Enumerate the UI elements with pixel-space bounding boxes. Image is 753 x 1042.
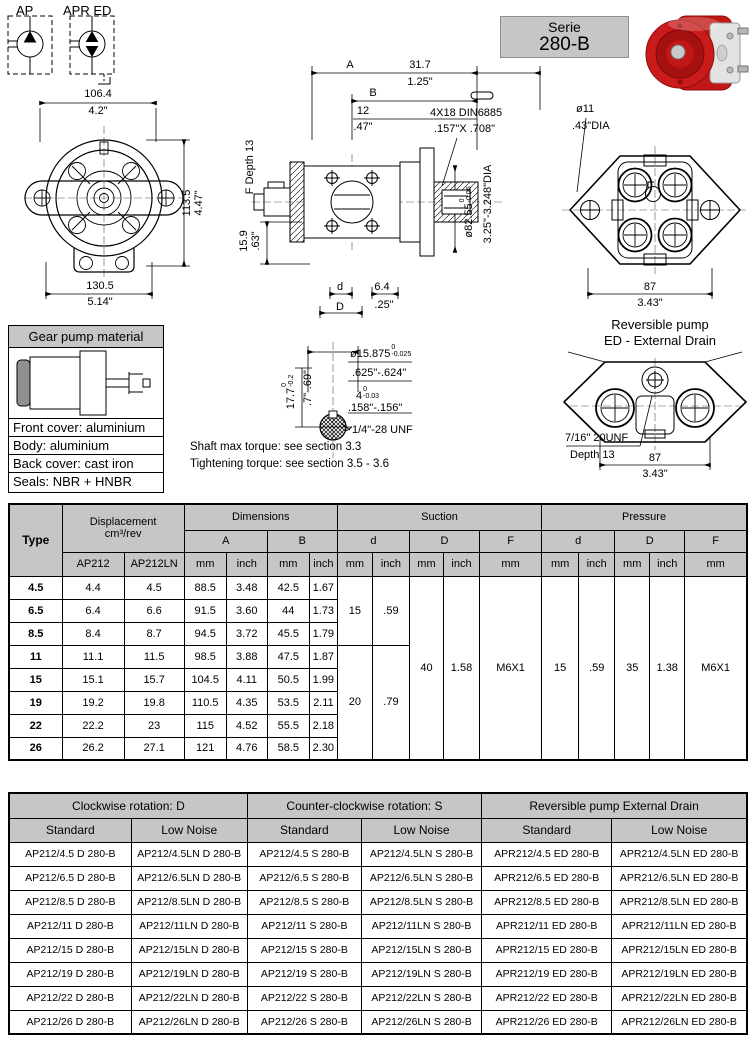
- unit-header: inch: [309, 552, 337, 576]
- cell-model-code: AP212/19LN S 280-B: [361, 962, 481, 986]
- cell: 1.87: [309, 645, 337, 668]
- cell: 22.2: [62, 714, 124, 737]
- side-dim-47: .47": [353, 121, 373, 133]
- cell-model-code: AP212/22 S 280-B: [247, 986, 361, 1010]
- col-header-pressure-d: d: [542, 530, 615, 552]
- model-codes-table: [8, 792, 748, 1035]
- cell-suction-D-inch: 1.58: [443, 576, 479, 760]
- front-base-in: 5.14": [87, 296, 113, 308]
- cell-model-code: AP212/8.5 S 280-B: [247, 890, 361, 914]
- side-dim-317: 31.7: [409, 59, 431, 71]
- cell-pressure-D-mm: 35: [615, 576, 650, 760]
- unit-header: mm: [337, 552, 372, 576]
- table-row: [9, 576, 747, 599]
- group-header-counter-clockwise: Counter-clockwise rotation: S: [247, 793, 481, 818]
- cell-model-code: AP212/26 D 280-B: [9, 1010, 131, 1034]
- rear-pilot-dia: ø11: [576, 103, 595, 115]
- cell-model-code: AP212/4.5LN D 280-B: [131, 842, 247, 866]
- unit-header: inch: [443, 552, 479, 576]
- reversible-title-line1: Reversible pump: [611, 317, 709, 332]
- group-header-reversible: Reversible pump External Drain: [482, 793, 747, 818]
- col-header-ap212ln: AP212LN: [124, 552, 184, 576]
- cell-model-code: AP212/8.5 D 280-B: [9, 890, 131, 914]
- table-row: [9, 914, 747, 938]
- shaft-length-in: .7"-.69": [302, 370, 314, 406]
- shaft-key-width: 4 0 -0.03: [356, 386, 380, 402]
- reversible-width-mm: 87: [648, 452, 662, 464]
- side-key-spec: 4X18 DIN6885: [430, 107, 503, 119]
- cell-model-code: APR212/11 ED 280-B: [482, 914, 612, 938]
- cell: 6.6: [124, 599, 184, 622]
- rear-width-mm: 87: [643, 281, 657, 293]
- cell: 4.4: [62, 576, 124, 599]
- cell: 115: [184, 714, 226, 737]
- col-header-suction: Suction: [337, 504, 541, 530]
- apred-symbol-icon: [66, 14, 122, 90]
- unit-header: mm: [184, 552, 226, 576]
- col-header-suction-d: d: [337, 530, 409, 552]
- cell-model-code: AP212/6.5 D 280-B: [9, 866, 131, 890]
- material-box-title: Gear pump material: [9, 326, 163, 348]
- cell: 4.52: [226, 714, 267, 737]
- series-number: 280-B: [539, 34, 590, 55]
- cell-model-code: AP212/11LN S 280-B: [361, 914, 481, 938]
- cell-pressure-D-inch: 1.38: [650, 576, 685, 760]
- cell-model-code: APR212/15 ED 280-B: [482, 938, 612, 962]
- cell: 47.5: [267, 645, 309, 668]
- unit-header: inch: [579, 552, 615, 576]
- cell-model-code: AP212/6.5 S 280-B: [247, 866, 361, 890]
- side-dim-d: d: [336, 281, 344, 293]
- header-row-units: [9, 552, 747, 576]
- cell: 45.5: [267, 622, 309, 645]
- material-box-drawing: [9, 348, 163, 419]
- col-header-dimensions: Dimensions: [184, 504, 337, 530]
- side-flange-dia: ø82.55 0 -0.06: [459, 186, 475, 238]
- cell: 121: [184, 737, 226, 760]
- side-dim-64: 6.4: [374, 281, 390, 293]
- shaft-length-dim: 17.7 0 -0.2: [281, 374, 297, 410]
- cell-model-code: AP212/8.5LN D 280-B: [131, 890, 247, 914]
- col-header-pressure-f: F: [685, 530, 747, 552]
- rear-pilot-dia-in: .43"DIA: [572, 120, 610, 132]
- cell: 1.79: [309, 622, 337, 645]
- side-f-depth-label: F Depth 13: [244, 139, 256, 195]
- cell-model-code: APR212/8.5LN ED 280-B: [612, 890, 747, 914]
- cell-suction-d-mm-group1: 15: [337, 576, 372, 645]
- cell-suction-d-inch-group1: .59: [372, 576, 409, 645]
- cell-model-code: APR212/26 ED 280-B: [482, 1010, 612, 1034]
- col-header-suction-f: F: [480, 530, 542, 552]
- cell: 23: [124, 714, 184, 737]
- cell-pressure-f: M6X1: [685, 576, 747, 760]
- table-row: [9, 938, 747, 962]
- sub-header-standard: Standard: [9, 818, 131, 842]
- front-width-in: 4.2": [88, 105, 108, 117]
- cell-suction-f: M6X1: [480, 576, 542, 760]
- cell: 4.76: [226, 737, 267, 760]
- front-height-dim: 113.5 4.47": [181, 189, 205, 217]
- key-icon: [470, 90, 496, 102]
- cell: 1.73: [309, 599, 337, 622]
- side-key-spec-in: .157"X .708": [434, 123, 496, 135]
- cell-model-code: AP212/6.5LN D 280-B: [131, 866, 247, 890]
- cell: 19.8: [124, 691, 184, 714]
- material-box: [8, 325, 164, 493]
- col-header-displacement: Displacement cm³/rev: [62, 504, 184, 552]
- sub-header-low-noise: Low Noise: [612, 818, 747, 842]
- unit-header: mm: [615, 552, 650, 576]
- note-shaft-torque: Shaft max torque: see section 3.3: [190, 441, 362, 453]
- col-header-type: Type: [9, 504, 62, 576]
- cell-type: 15: [9, 668, 62, 691]
- cell-model-code: AP212/4.5 S 280-B: [247, 842, 361, 866]
- cell: 26.2: [62, 737, 124, 760]
- cell-model-code: AP212/19 S 280-B: [247, 962, 361, 986]
- material-row-front-cover: Front cover: aluminium: [9, 419, 163, 437]
- col-header-a: A: [184, 530, 267, 552]
- cell: 91.5: [184, 599, 226, 622]
- cell: 1.67: [309, 576, 337, 599]
- table-row: [9, 842, 747, 866]
- cell-model-code: APR212/4.5LN ED 280-B: [612, 842, 747, 866]
- shaft-dia-in: .625"-.624": [352, 367, 407, 379]
- cell-model-code: AP212/26LN S 280-B: [361, 1010, 481, 1034]
- model-header-subs: [9, 818, 747, 842]
- cell-model-code: AP212/19LN D 280-B: [131, 962, 247, 986]
- cell-model-code: AP212/19 D 280-B: [9, 962, 131, 986]
- front-width-mm: 106.4: [84, 88, 112, 100]
- cell-suction-d-inch-group2: .79: [372, 645, 409, 760]
- apred-symbol-label: APR ED: [63, 3, 112, 18]
- cell-type: 19: [9, 691, 62, 714]
- cell: 58.5: [267, 737, 309, 760]
- cell-type: 6.5: [9, 599, 62, 622]
- cell: 4.5: [124, 576, 184, 599]
- unit-header: mm: [542, 552, 579, 576]
- reversible-title-line2: ED - External Drain: [604, 333, 716, 348]
- table-row: [9, 962, 747, 986]
- series-badge: [500, 16, 629, 58]
- cell: 4.11: [226, 668, 267, 691]
- cell: 8.7: [124, 622, 184, 645]
- cell: 42.5: [267, 576, 309, 599]
- cell-model-code: AP212/4.5 D 280-B: [9, 842, 131, 866]
- unit-header: mm: [480, 552, 542, 576]
- table-row: [9, 890, 747, 914]
- cell: 55.5: [267, 714, 309, 737]
- cell: 2.11: [309, 691, 337, 714]
- cell: 94.5: [184, 622, 226, 645]
- cell-model-code: AP212/22LN S 280-B: [361, 986, 481, 1010]
- sub-header-standard: Standard: [482, 818, 612, 842]
- rear-view-drawing: [558, 128, 752, 286]
- cell-model-code: APR212/15LN ED 280-B: [612, 938, 747, 962]
- table-row: [9, 986, 747, 1010]
- cell: 2.18: [309, 714, 337, 737]
- cell: 3.72: [226, 622, 267, 645]
- sub-header-low-noise: Low Noise: [361, 818, 481, 842]
- cell: 15.7: [124, 668, 184, 691]
- col-header-pressure: Pressure: [542, 504, 747, 530]
- cell: 44: [267, 599, 309, 622]
- reversible-depth: Depth 13: [570, 449, 615, 461]
- cell-model-code: APR212/19 ED 280-B: [482, 962, 612, 986]
- side-dim-b: B: [369, 87, 377, 99]
- specs-table: [8, 503, 748, 761]
- sub-header-standard: Standard: [247, 818, 361, 842]
- group-header-clockwise: Clockwise rotation: D: [9, 793, 247, 818]
- cell: 98.5: [184, 645, 226, 668]
- unit-header: inch: [372, 552, 409, 576]
- cell-model-code: AP212/22LN D 280-B: [131, 986, 247, 1010]
- material-row-back-cover: Back cover: cast iron: [9, 455, 163, 473]
- cell: 53.5: [267, 691, 309, 714]
- cell-model-code: APR212/8.5 ED 280-B: [482, 890, 612, 914]
- sub-header-low-noise: Low Noise: [131, 818, 247, 842]
- unit-header: mm: [267, 552, 309, 576]
- reversible-thread: 7/16" 20UNF: [565, 432, 629, 444]
- cell: 6.4: [62, 599, 124, 622]
- col-header-suction-D: D: [409, 530, 479, 552]
- ap-symbol-label: AP: [16, 3, 34, 18]
- cell-type: 11: [9, 645, 62, 668]
- cell-model-code: AP212/26 S 280-B: [247, 1010, 361, 1034]
- rear-width-in: 3.43": [637, 297, 663, 309]
- cell-model-code: AP212/4.5LN S 280-B: [361, 842, 481, 866]
- col-header-b: B: [267, 530, 337, 552]
- cell-model-code: APR212/22LN ED 280-B: [612, 986, 747, 1010]
- cell-model-code: AP212/15 S 280-B: [247, 938, 361, 962]
- cell: 50.5: [267, 668, 309, 691]
- cell-model-code: AP212/11 S 280-B: [247, 914, 361, 938]
- side-dim-125: 1.25": [407, 76, 433, 88]
- cell-type: 22: [9, 714, 62, 737]
- cell: 11.5: [124, 645, 184, 668]
- cell-model-code: AP212/15LN S 280-B: [361, 938, 481, 962]
- cell-model-code: APR212/26LN ED 280-B: [612, 1010, 747, 1034]
- header-row-groups: [9, 504, 747, 530]
- cell: 19.2: [62, 691, 124, 714]
- cell-suction-d-mm-group2: 20: [337, 645, 372, 760]
- cell: 104.5: [184, 668, 226, 691]
- shaft-thread: 1/4"-28 UNF: [352, 424, 413, 436]
- side-dim-a: A: [346, 59, 354, 71]
- front-base-mm: 130.5: [86, 280, 114, 292]
- cell: 3.60: [226, 599, 267, 622]
- cell-model-code: APR212/4.5 ED 280-B: [482, 842, 612, 866]
- cell: 3.88: [226, 645, 267, 668]
- material-row-body: Body: aluminium: [9, 437, 163, 455]
- unit-header: inch: [226, 552, 267, 576]
- cell-model-code: AP212/15 D 280-B: [9, 938, 131, 962]
- cell-type: 4.5: [9, 576, 62, 599]
- series-label: Serie: [548, 19, 581, 35]
- cell: 1.99: [309, 668, 337, 691]
- cell-model-code: AP212/26LN D 280-B: [131, 1010, 247, 1034]
- side-dim-D: D: [336, 301, 344, 313]
- side-dim-25: .25": [374, 299, 394, 311]
- unit-header: inch: [650, 552, 685, 576]
- cell: 3.48: [226, 576, 267, 599]
- cell: 110.5: [184, 691, 226, 714]
- cell: 2.30: [309, 737, 337, 760]
- cell-model-code: APR212/6.5LN ED 280-B: [612, 866, 747, 890]
- cell-suction-D-mm: 40: [409, 576, 443, 760]
- cell-model-code: AP212/11 D 280-B: [9, 914, 131, 938]
- cell-model-code: AP212/8.5LN S 280-B: [361, 890, 481, 914]
- table-row: [9, 1010, 747, 1034]
- col-header-pressure-D: D: [615, 530, 685, 552]
- cell-type: 26: [9, 737, 62, 760]
- cell: 11.1: [62, 645, 124, 668]
- cell: 88.5: [184, 576, 226, 599]
- model-header-groups: [9, 793, 747, 818]
- front-view-drawing: [22, 120, 186, 284]
- cell-pressure-d-inch: .59: [579, 576, 615, 760]
- shaft-key-in: .158"-.156": [348, 402, 403, 414]
- ap-symbol-icon: [6, 14, 58, 80]
- cell-model-code: APR212/19LN ED 280-B: [612, 962, 747, 986]
- pump-product-photo: [642, 10, 752, 98]
- cell: 8.4: [62, 622, 124, 645]
- cell: 15.1: [62, 668, 124, 691]
- cell-model-code: APR212/11LN ED 280-B: [612, 914, 747, 938]
- cell-model-code: AP212/15LN D 280-B: [131, 938, 247, 962]
- cell-model-code: APR212/6.5 ED 280-B: [482, 866, 612, 890]
- shaft-dia: ø15.875 0 -0.025: [350, 344, 412, 360]
- reversible-width-in: 3.43": [642, 468, 668, 480]
- cell-model-code: AP212/22 D 280-B: [9, 986, 131, 1010]
- unit-header: mm: [409, 552, 443, 576]
- material-row-seals: Seals: NBR + HNBR: [13, 474, 132, 489]
- note-tightening-torque: Tightening torque: see section 3.5 - 3.6: [190, 458, 390, 470]
- col-header-ap212: AP212: [62, 552, 124, 576]
- unit-header: mm: [685, 552, 747, 576]
- cell: 4.35: [226, 691, 267, 714]
- side-dim-159: 15.9 .63": [238, 230, 262, 252]
- cell-model-code: AP212/6.5LN S 280-B: [361, 866, 481, 890]
- cell: 27.1: [124, 737, 184, 760]
- cell-type: 8.5: [9, 622, 62, 645]
- table-row: [9, 866, 747, 890]
- side-flange-dia-in: 3.25"-3.248"DIA: [482, 164, 494, 244]
- side-dim-12: 12: [356, 105, 370, 117]
- cell-pressure-d-mm: 15: [542, 576, 579, 760]
- cell-model-code: APR212/22 ED 280-B: [482, 986, 612, 1010]
- cell-model-code: AP212/11LN D 280-B: [131, 914, 247, 938]
